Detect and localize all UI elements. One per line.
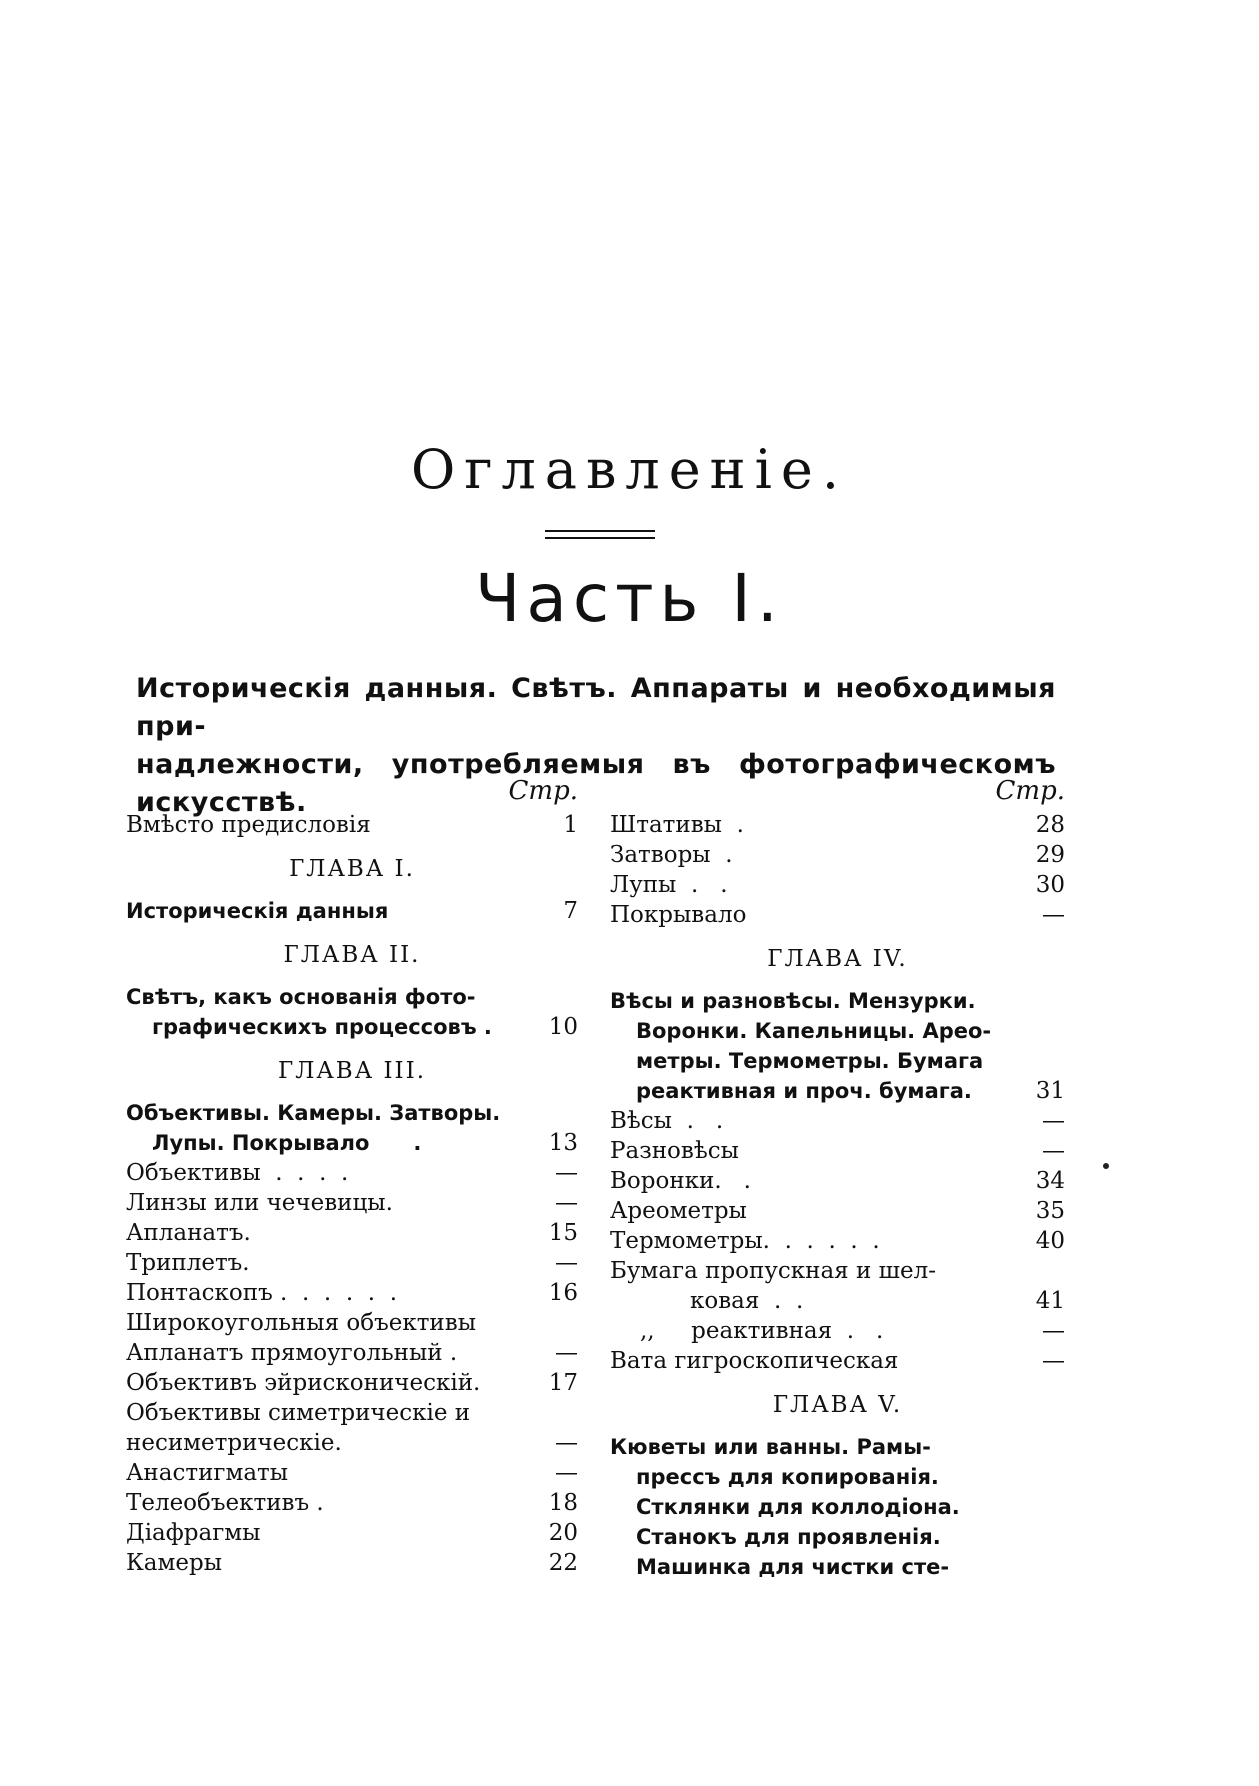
page-title: Оглавленіе. <box>410 438 849 501</box>
toc-entry-page: — <box>1042 1108 1065 1134</box>
toc-entry[interactable] <box>126 1548 578 1578</box>
toc-entry[interactable] <box>610 1166 1065 1196</box>
toc-entry[interactable] <box>126 1278 578 1308</box>
toc-entry-page: — <box>555 1190 578 1216</box>
toc-entry-title: Камеры <box>126 1550 223 1576</box>
toc-entry-page: — <box>555 1250 578 1276</box>
toc-entry-title: Вмѣсто предисловія <box>126 812 371 838</box>
part-heading: Часть I. <box>475 560 784 637</box>
chapter-heading: ГЛАВА V. <box>772 1392 903 1418</box>
toc-entry-title: Объективы . . . . <box>126 1160 349 1186</box>
toc-entry-line: несиметрическіе. <box>126 1430 342 1456</box>
toc-entry[interactable] <box>126 1398 578 1458</box>
toc-entry-page: 29 <box>1035 842 1065 868</box>
part-subtitle-line: надлежности, употребляемыя въ фотографическомъ искусствѣ. <box>136 749 1056 818</box>
toc-entry-line: Свѣтъ, какъ основанія фото- <box>126 985 476 1009</box>
toc-entry-title <box>610 1256 936 1316</box>
toc-entry-title: Историческія данныя <box>126 899 389 923</box>
toc-entry-title <box>126 1098 500 1158</box>
toc-entry-line: реактивная и проч. бумага. <box>636 1079 972 1103</box>
toc-entry-title: Разновѣсы <box>610 1138 739 1164</box>
toc-entry[interactable] <box>610 810 1065 840</box>
ink-speck <box>1103 1163 1109 1169</box>
toc-entry-line: Станокъ для проявленія. <box>636 1525 941 1549</box>
toc-entry-title: Термометры. . . . . . <box>610 1228 880 1254</box>
toc-entry-page: 16 <box>548 1280 578 1306</box>
toc-entry-title: Объективъ эйрисконическій. <box>126 1370 481 1396</box>
toc-entry-line: Объективы. Камеры. Затворы. <box>126 1101 501 1125</box>
toc-entry-title: Триплетъ. <box>126 1250 250 1276</box>
toc-entry-line: Вѣсы и разновѣсы. Мензурки. <box>610 989 976 1013</box>
toc-entry-title: Вѣсы . . <box>610 1108 724 1134</box>
toc-entry-page: 35 <box>1035 1198 1065 1224</box>
toc-entry-page: 10 <box>548 1014 578 1040</box>
toc-entry-page: 22 <box>548 1550 578 1576</box>
toc-entry[interactable] <box>610 1432 1065 1582</box>
toc-entry-page: 41 <box>1035 1288 1065 1314</box>
toc-entry-line: ковая . . <box>690 1288 804 1314</box>
toc-entry[interactable] <box>610 1256 1065 1316</box>
toc-entry-title <box>610 986 991 1106</box>
toc-entry-page: 20 <box>548 1520 578 1546</box>
toc-entry[interactable] <box>126 1158 578 1188</box>
toc-entry[interactable] <box>610 840 1065 870</box>
toc-entry-line: прессъ для копированія. <box>636 1465 939 1489</box>
toc-entry-title: Широкоугольныя объективы <box>126 1310 477 1336</box>
toc-entry-page: — <box>555 1430 578 1456</box>
toc-entry[interactable] <box>610 1226 1065 1256</box>
toc-entry-page: 15 <box>548 1220 578 1246</box>
toc-entry-page: — <box>1042 1318 1065 1344</box>
toc-entry-line: Кюветы или ванны. Рамы- <box>610 1435 931 1459</box>
toc-entry[interactable] <box>610 1136 1065 1166</box>
chapter-heading: ГЛАВА III. <box>277 1058 427 1084</box>
toc-entry-title: ,, реактивная . . <box>640 1318 884 1344</box>
toc-entry-page: — <box>1042 1348 1065 1374</box>
toc-entry[interactable] <box>126 982 578 1042</box>
toc-entry-page: 13 <box>548 1130 578 1156</box>
toc-entry[interactable] <box>126 1188 578 1218</box>
toc-entry-line: метры. Термометры. Бумага <box>636 1049 984 1073</box>
toc-entry-page: 30 <box>1035 872 1065 898</box>
toc-entry[interactable] <box>126 1368 578 1398</box>
toc-entry-line: Объективы симетрическіе и <box>126 1400 471 1426</box>
chapter-heading: ГЛАВА IV. <box>767 946 908 972</box>
toc-entry-page: — <box>555 1160 578 1186</box>
toc-entry-title <box>126 1398 470 1458</box>
title-divider-lower <box>545 537 655 539</box>
toc-entry-title: Апланатъ прямоугольный . <box>126 1340 458 1366</box>
toc-entry-page: 28 <box>1035 812 1065 838</box>
toc-entry-line: графическихъ процессовъ . <box>152 1015 492 1039</box>
chapter-heading: ГЛАВА I. <box>289 856 415 882</box>
toc-entry-title: Анастигматы <box>126 1460 289 1486</box>
toc-entry-line: Лупы. Покрывало . <box>152 1131 422 1155</box>
toc-entry-title <box>610 1432 960 1582</box>
toc-entry-page: — <box>555 1340 578 1366</box>
toc-entry-title: Вата гигроскопическая <box>610 1348 899 1374</box>
toc-entry-title: Понтаскопъ . . . . . . <box>126 1280 398 1306</box>
toc-entry-title: Лупы . . <box>610 872 728 898</box>
toc-entry[interactable] <box>126 810 578 840</box>
chapter-heading: ГЛАВА II. <box>283 942 421 968</box>
toc-entry-title: Линзы или чечевицы. <box>126 1190 393 1216</box>
toc-entry-title: Покрывало <box>610 902 747 928</box>
toc-entry[interactable] <box>126 1248 578 1278</box>
toc-entry-line: Машинка для чистки сте- <box>636 1555 950 1579</box>
toc-entry[interactable] <box>610 900 1065 930</box>
toc-entry-title: Ареометры <box>610 1198 747 1224</box>
toc-entry-page: — <box>555 1460 578 1486</box>
toc-entry-page: 1 <box>563 812 578 838</box>
toc-entry[interactable] <box>610 1316 1065 1346</box>
toc-column-left <box>126 772 578 1578</box>
toc-entry[interactable] <box>610 1106 1065 1136</box>
toc-entry-page: 18 <box>548 1490 578 1516</box>
toc-entry[interactable] <box>610 870 1065 900</box>
title-divider <box>545 530 655 532</box>
toc-entry-title: Затворы . <box>610 842 733 868</box>
toc-entry-line: Воронки. Капельницы. Арео- <box>636 1019 992 1043</box>
toc-entry-line: Бумага пропускная и шел- <box>610 1258 937 1284</box>
toc-entry-page: 17 <box>548 1370 578 1396</box>
page-column-label: Стр. <box>995 776 1065 806</box>
toc-entry[interactable] <box>126 1518 578 1548</box>
toc-entry-page: 7 <box>563 898 578 924</box>
part-subtitle-line: Историческія данныя. Свѣтъ. Аппараты и необходимыя при- <box>136 673 1056 742</box>
toc-entry-page: 40 <box>1035 1228 1065 1254</box>
toc-column-right <box>610 772 1065 1582</box>
toc-entry-title: Штативы . <box>610 812 744 838</box>
toc-entry-title: Діафрагмы <box>126 1520 261 1546</box>
toc-entry-page: — <box>1042 902 1065 928</box>
toc-entry[interactable] <box>126 1488 578 1518</box>
toc-entry[interactable] <box>126 896 578 926</box>
toc-entry[interactable] <box>126 1458 578 1488</box>
toc-entry-title: Апланатъ. <box>126 1220 251 1246</box>
toc-entry-title <box>126 982 492 1042</box>
toc-entry-title: Воронки. . <box>610 1168 751 1194</box>
toc-entry-page: 34 <box>1035 1168 1065 1194</box>
toc-entry[interactable] <box>126 1338 578 1368</box>
toc-entry[interactable] <box>126 1218 578 1248</box>
toc-entry[interactable] <box>610 1196 1065 1226</box>
toc-entry-line: Стклянки для коллодіона. <box>636 1495 960 1519</box>
toc-entry[interactable] <box>126 1308 578 1338</box>
toc-entry-title: Телеобъективъ . <box>126 1490 324 1516</box>
page-column-label: Стр. <box>508 776 578 806</box>
toc-entry[interactable] <box>610 986 1065 1106</box>
toc-entry-page: — <box>1042 1138 1065 1164</box>
toc-entry[interactable] <box>126 1098 578 1158</box>
toc-entry[interactable] <box>610 1346 1065 1376</box>
toc-entry-page: 31 <box>1035 1078 1065 1104</box>
